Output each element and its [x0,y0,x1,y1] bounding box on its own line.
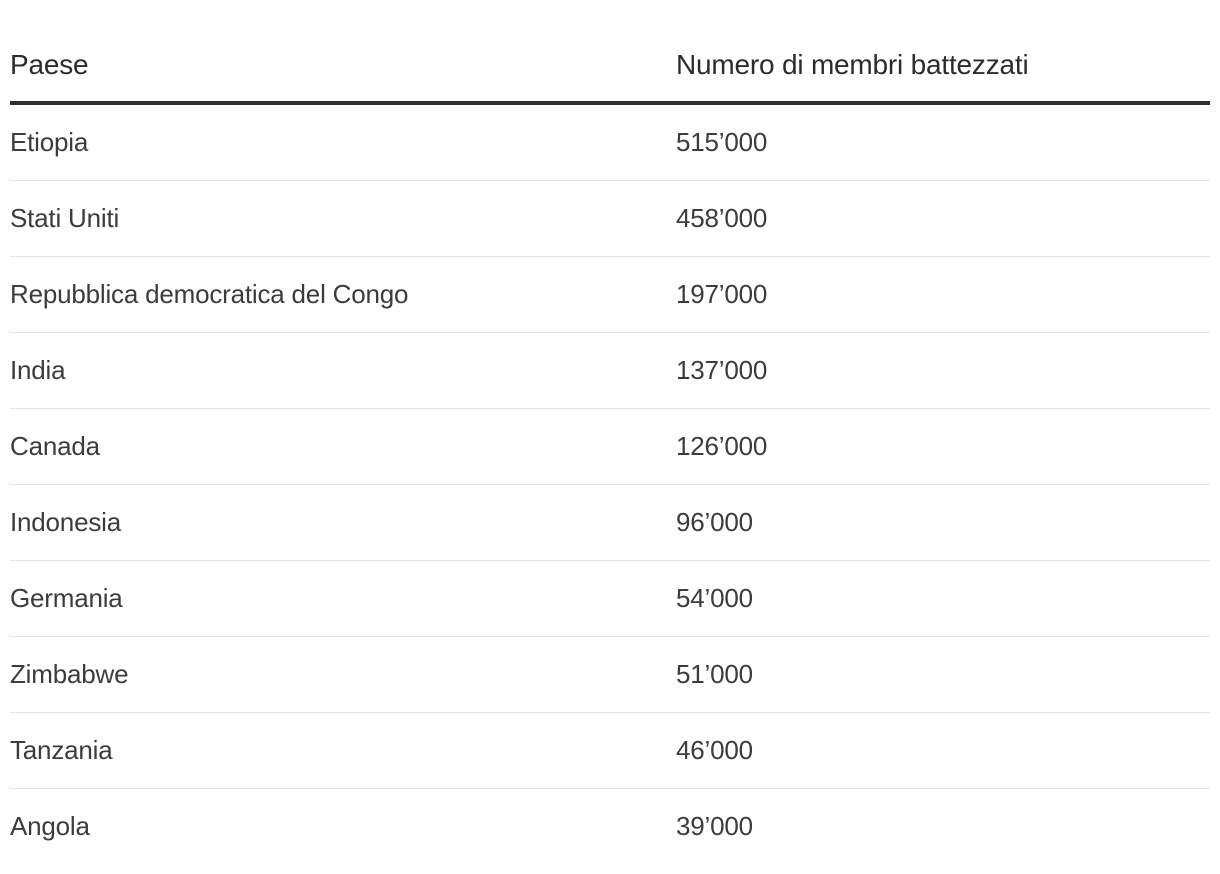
country-cell: Etiopia [10,103,676,181]
members-table-container [10,28,1210,864]
country-cell: Zimbabwe [10,637,676,713]
table-row [10,561,1210,637]
header-row [10,28,1210,103]
table-row [10,637,1210,713]
table-row [10,485,1210,561]
table-body [10,103,1210,864]
country-cell: Angola [10,811,90,841]
country-cell: Germania [10,561,676,637]
country-cell: Indonesia [10,485,676,561]
members-cell: 197’000 [676,257,1210,333]
members-cell: 126’000 [676,409,1210,485]
table-row [10,181,1210,257]
country-cell: Stati Uniti [10,181,676,257]
members-table [10,28,1210,864]
members-cell: 39’000 [676,811,753,841]
members-cell: 54’000 [676,561,1210,637]
table-row [10,103,1210,181]
members-cell: 96’000 [676,485,1210,561]
country-cell: India [10,333,676,409]
table-row [10,257,1210,333]
members-cell: 137’000 [676,333,1210,409]
header-country: Paese [10,28,676,103]
table-row [10,713,1210,789]
country-cell: Repubblica democratica del Congo [10,257,676,333]
members-cell: 51’000 [676,637,1210,713]
table-row [10,789,1210,865]
table-row [10,333,1210,409]
country-cell: Canada [10,409,676,485]
country-cell: Tanzania [10,713,676,789]
members-cell: 515’000 [676,103,1210,181]
members-cell: 458’000 [676,181,1210,257]
members-cell: 46’000 [676,713,1210,789]
header-members: Numero di membri battezzati [676,28,1210,103]
table-header [10,28,1210,103]
table-row [10,409,1210,485]
